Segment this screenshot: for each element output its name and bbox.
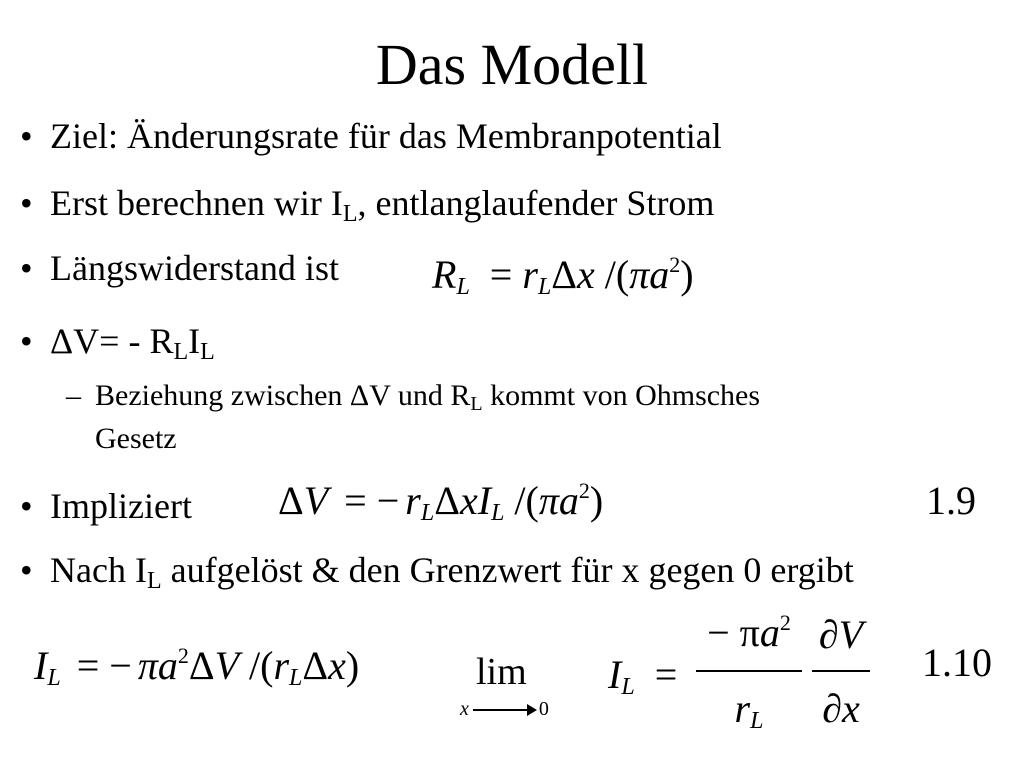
bullet-dot: • [20,550,33,590]
bullet-dot: • [20,486,33,526]
sub-bullet-text-line1: Beziehung zwischen ΔV und RL kommt von Ohmsches [95,379,761,415]
bullet-6-text: Nach $I_L$ aufgelöst & den Grenzwert für x gegen 0 ergibt [50,550,854,594]
bullet-dot: • [20,321,33,361]
slide-title: Das Modell [375,32,649,97]
fraction-1-denominator: $r_L$ [734,686,764,734]
equation-1-10-lhs: $I_L$ = [608,652,678,700]
equation-number-1-9: 1.9 [926,478,976,523]
bullet-dot: • [20,116,33,156]
limit-subscript: x 0 [460,698,549,720]
equation-1-9: ΔV = − $r_L\Delta xI_L$ $/(\pi a^2)$ [278,478,604,526]
bullet-4 [20,319,33,363]
limit-operator: lim [476,651,527,693]
fraction-2-denominator: ∂x [822,686,860,731]
sub-bullet-dash: – [66,379,81,412]
arrow-right-icon [473,709,535,711]
bullet-6 [20,548,33,592]
bullet-dot: • [20,248,33,288]
bullet-2-text: Erst berechnen wir $I_L$, entlanglaufender Strom [50,183,715,227]
bullet-3-text: Längswiderstand ist [50,248,339,288]
bullet-5 [20,484,33,528]
fraction-2-numerator: ∂V [818,612,864,657]
bullet-5-text: Impliziert [50,486,192,526]
fraction-2-bar [812,670,870,672]
equation-il-discrete: $I_L$ = − $\pi a^2\Delta V$ $/(r_L\Delta x)$ [34,643,360,691]
sub-bullet-text-line2: Gesetz [95,422,177,455]
equation-number-1-10: 1.10 [922,640,992,685]
fraction-1-bar [696,670,802,672]
bullet-1-text: Ziel: Änderungsrate für das Membranpotential [50,116,722,156]
bullet-3 [20,246,33,290]
bullet-4-text: $\Delta V= - R_LI_L$ [50,321,215,365]
equation-rl: $R_L = r_L\Delta x$ $/(\pi a^2)$ [432,252,694,300]
bullet-dot: • [20,183,33,223]
fraction-1-numerator: − $\pi a^2$ [707,610,791,655]
bullet-2 [20,181,33,225]
bullet-1 [20,114,33,158]
